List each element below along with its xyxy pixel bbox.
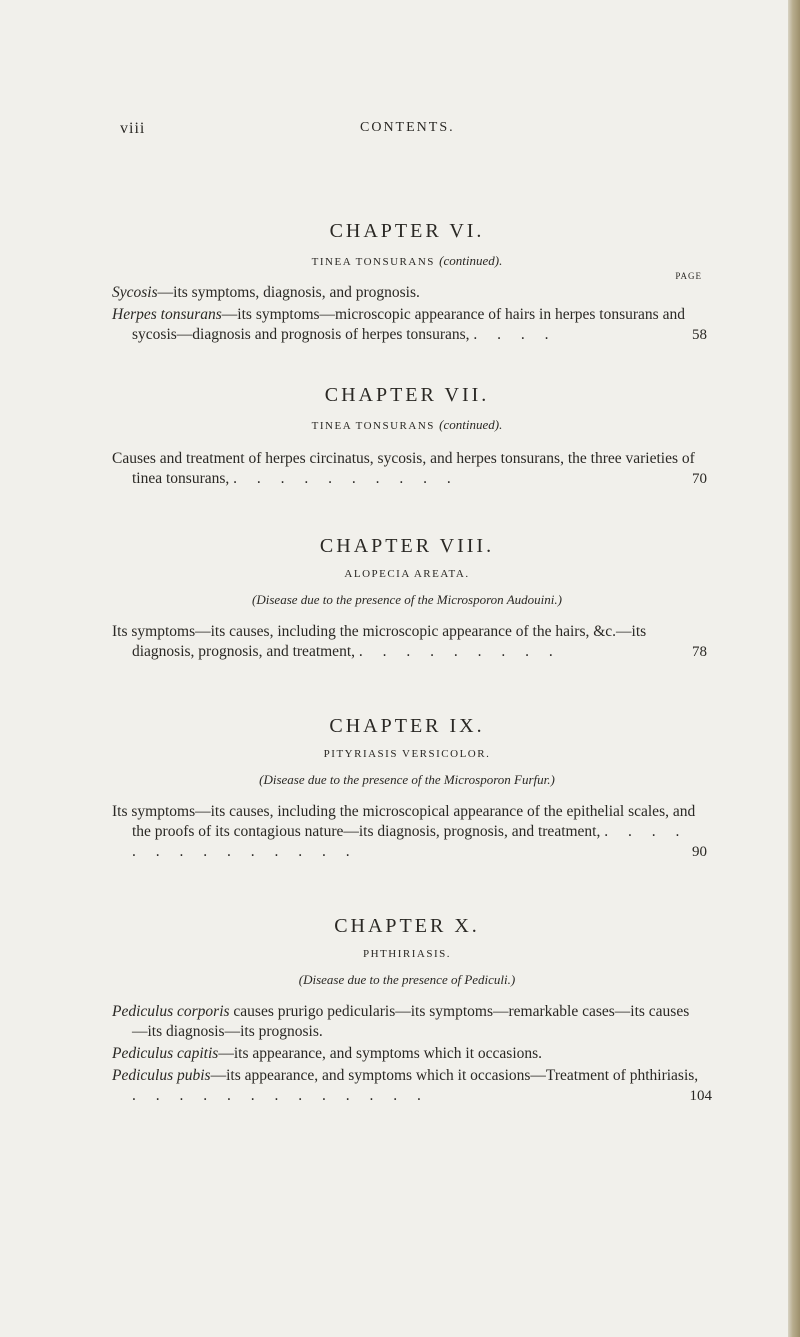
toc-entry: Sycosis—its symptoms, diagnosis, and prognosis. [112, 284, 420, 301]
chapter-7 [112, 384, 707, 489]
chapter-subject: TINEA TONSURANS (continued). [311, 417, 503, 432]
toc-entry: Its symptoms—its causes, including the microscopical appearance of the epithelial scales, and the proofs of its contagious nature—its diagnosis, prognosis, and treatment, . . . . . . . . . . . . . . 90 [112, 803, 707, 860]
chapter-note: (Disease due to the presence of the Microsporon Furfur.) [259, 772, 555, 787]
chapter-heading: CHAPTER X. [334, 915, 480, 937]
toc-entry: Its symptoms—its causes, including the microscopic appearance of the hairs, &c.—its diagnosis, prognosis, and treatment, . . . . . . . . . 78 [112, 623, 707, 660]
toc-entry: Pediculus pubis—its appearance, and symptoms which it occasions—Treatment of phthiriasis, . . . . . . . . . . . . . 104 [112, 1067, 712, 1104]
toc-entry: Pediculus corporis causes prurigo pedicularis—its symptoms—remarkable cases—its causes—its diagnosis—its prognosis. [112, 1003, 690, 1040]
toc-entry: Causes and treatment of herpes circinatus, sycosis, and herpes tonsurans, the three varieties of tinea tonsurans, . . . . . . . . . . 70 [112, 450, 707, 487]
toc-entry: Herpes tonsurans—its symptoms—microscopic appearance of hairs in herpes tonsurans and sycosis—diagnosis and prognosis of herpes tonsurans, . . . . 58 [112, 306, 707, 343]
page-column-label: PAGE [675, 271, 702, 281]
page-edge [788, 0, 800, 1337]
chapter-9 [112, 715, 707, 862]
chapter-subject: PITYRIASIS VERSICOLOR. [323, 748, 491, 760]
running-head [120, 120, 680, 144]
chapter-8 [112, 535, 707, 662]
chapter-note: (Disease due to the presence of the Microsporon Audouini.) [252, 592, 562, 607]
chapter-note: (Disease due to the presence of Pediculi.) [298, 972, 516, 987]
chapter-subject: PHTHIRIASIS. [363, 948, 451, 960]
toc-page-number: 104 [689, 1088, 712, 1104]
chapter-heading: CHAPTER VI. [329, 220, 485, 242]
chapter-heading: CHAPTER VII. [324, 384, 490, 406]
toc-entry: Pediculus capitis—its appearance, and symptoms which it occasions. [112, 1045, 543, 1062]
running-head-page-number: viii [120, 120, 146, 137]
chapter-6 [112, 220, 707, 345]
chapter-heading: CHAPTER VIII. [319, 535, 495, 557]
running-head-title: CONTENTS. [360, 120, 455, 135]
chapter-subject: ALOPECIA AREATA. [344, 568, 470, 580]
chapter-heading: CHAPTER IX. [329, 715, 485, 737]
chapter-subject: TINEA TONSURANS (continued). [311, 253, 503, 268]
chapter-10 [112, 915, 712, 1106]
